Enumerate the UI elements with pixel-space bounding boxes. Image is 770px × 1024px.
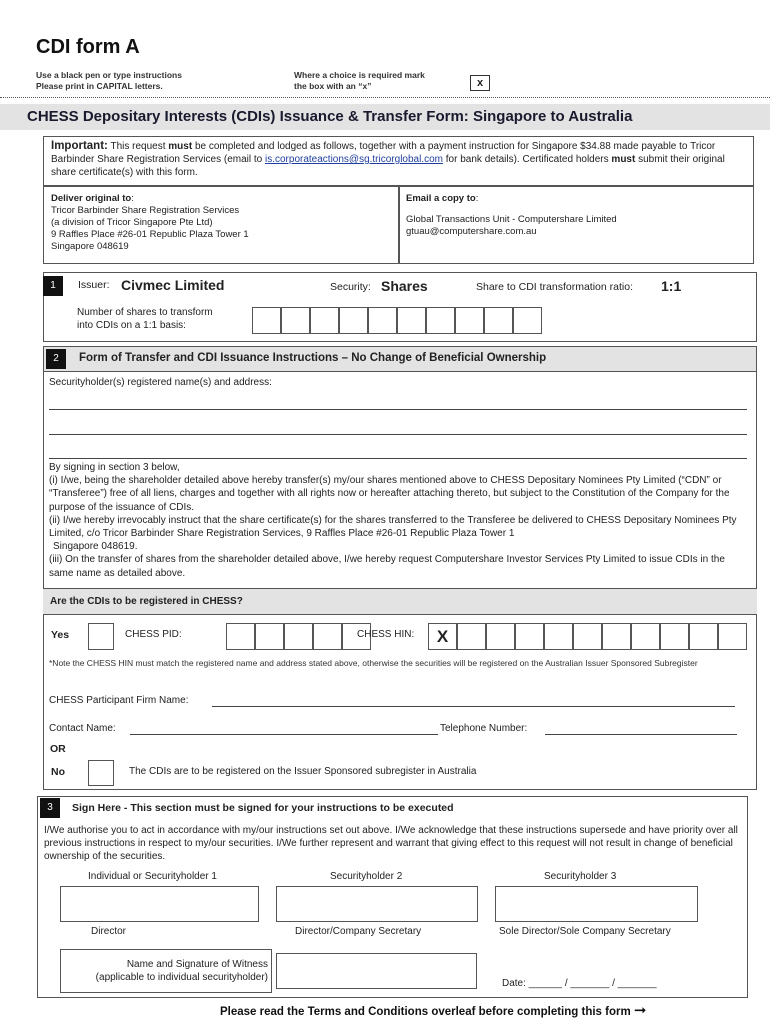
transfer-clauses [49, 461, 752, 580]
holder-line-1[interactable] [49, 409, 747, 410]
section-2-number: 2 [46, 349, 66, 369]
holder-line-3[interactable] [49, 458, 747, 459]
signer-1-role: Director [91, 926, 127, 937]
telephone-field[interactable] [545, 734, 737, 735]
arrow-right-icon: ➞ [633, 1002, 647, 1019]
email-copy-label: Email a copy to [406, 193, 476, 204]
signer-3-label: Securityholder 3 [544, 871, 617, 882]
no-checkbox[interactable] [88, 760, 114, 786]
section-3-title: Sign Here - This section must be signed for your instructions to be executed [72, 802, 454, 814]
shares-label-line-2: into CDIs on a 1:1 basis: [77, 320, 186, 331]
email-copy-details [406, 193, 617, 238]
participant-label: CHESS Participant Firm Name: [49, 695, 189, 706]
shares-digit[interactable] [484, 307, 513, 334]
deliver-colon: : [131, 193, 134, 204]
instruction-pen: Use a black pen or type instructions [36, 70, 182, 80]
pid-digit[interactable] [313, 623, 342, 650]
chess-pid-boxes[interactable] [226, 623, 371, 650]
shares-digit[interactable] [513, 307, 542, 334]
chess-question: Are the CDIs to be registered in CHESS? [50, 596, 243, 607]
email-copy-line-1: Global Transactions Unit - Computershare Limited [406, 214, 617, 225]
hin-digit[interactable] [602, 623, 631, 650]
instruction-mark: Where a choice is required mark [294, 70, 425, 80]
important-label: Important: [51, 140, 108, 152]
footer-text: Please read the Terms and Conditions overleaf before completing this form [220, 1006, 631, 1018]
important-text [51, 140, 749, 179]
no-description: The CDIs are to be registered on the Issuer Sponsored subregister in Australia [129, 766, 477, 777]
important-must-1: must [168, 141, 193, 152]
hin-digit[interactable] [718, 623, 747, 650]
deliver-line-1: Tricor Barbinder Share Registration Services [51, 205, 240, 216]
shares-digit-boxes[interactable] [252, 307, 542, 334]
important-must-2: must [611, 154, 636, 165]
form-title: CDI form A [36, 36, 140, 58]
shares-digit[interactable] [397, 307, 426, 334]
shares-label-line-1: Number of shares to transform [77, 307, 213, 318]
holder-line-2[interactable] [49, 434, 747, 435]
important-part-1: This request [107, 141, 169, 152]
security-value: Shares [381, 278, 428, 294]
important-part-4: submit their original share certificate(s) with this form. [51, 154, 725, 178]
signer-3-role: Sole Director/Sole Company Secretary [499, 926, 671, 937]
no-label: No [51, 766, 65, 778]
clause-ii-continued: Singapore 048619. [53, 541, 138, 553]
main-heading: CHESS Depositary Interests (CDIs) Issuance & Transfer Form: Singapore to Australia [0, 104, 770, 130]
shares-digit[interactable] [426, 307, 455, 334]
hin-digit[interactable] [486, 623, 515, 650]
deliver-line-2: (a division of Tricor Singapore Pte Ltd) [51, 217, 213, 228]
important-part-3: for bank details). Certificated holders [443, 154, 612, 165]
signature-box-2[interactable] [276, 886, 478, 922]
footer-note [220, 1001, 646, 1019]
signer-2-role: Director/Company Secretary [295, 926, 422, 937]
deliver-line-3: 9 Raffles Place #26-01 Republic Plaza Tower 1 [51, 229, 249, 240]
chess-hin-note: *Note the CHESS HIN must match the registered name and address stated above, otherwise the securities will be registered on the Australian Issuer Sponsored Subregister [49, 658, 698, 668]
hin-digit[interactable] [457, 623, 486, 650]
yes-checkbox[interactable] [88, 623, 114, 650]
signature-box-3[interactable] [495, 886, 698, 922]
ratio-label: Share to CDI transformation ratio: [476, 281, 633, 293]
issuer-value: Civmec Limited [121, 277, 225, 293]
pid-digit[interactable] [255, 623, 284, 650]
instruction-capitals: Please print in CAPITAL letters. [36, 81, 163, 91]
instructions-left [36, 70, 182, 92]
deliver-address [51, 193, 249, 253]
deliver-line-4: Singapore 048619 [51, 241, 129, 252]
participant-field[interactable] [212, 706, 735, 707]
shares-digit[interactable] [339, 307, 368, 334]
important-part-2: be completed and lodged as follows, together with a payment instruction for Singapore $34.88 made payable to Tricor Barbinder Share Registration Services (email to [51, 141, 716, 165]
witness-line-2: (applicable to individual securityholder) [95, 972, 268, 983]
signing-intro: By signing in section 3 below, [49, 462, 180, 473]
witness-signature-box[interactable] [276, 953, 477, 989]
clause-iii: (iii) On the transfer of shares from the shareholder detailed above, I/we hereby request Computershare Investor Services Pty Limited to issue CDIs in the same name as detailed above. [49, 554, 725, 579]
signer-1-label: Individual or Securityholder 1 [88, 871, 217, 882]
shares-digit[interactable] [368, 307, 397, 334]
shares-digit[interactable] [310, 307, 339, 334]
pid-digit[interactable] [226, 623, 255, 650]
section-3-number: 3 [40, 798, 60, 818]
holder-label: Securityholder(s) registered name(s) and address: [49, 377, 272, 388]
shares-digit[interactable] [281, 307, 310, 334]
mark-example-box: x [470, 75, 490, 91]
pid-digit[interactable] [284, 623, 313, 650]
email-copy-colon: : [475, 193, 479, 204]
signer-2-label: Securityholder 2 [330, 871, 403, 882]
witness-line-1: Name and Signature of Witness [126, 959, 268, 970]
issuer-label: Issuer: [78, 279, 110, 291]
hin-digit[interactable] [689, 623, 718, 650]
chess-hin-label: CHESS HIN: [357, 629, 415, 640]
email-copy-line-2: gtuau@computershare.com.au [406, 226, 537, 237]
clause-i: (i) I/we, being the shareholder detailed above hereby transfer(s) my/our shares mentioned above to CHESS Depositary Nominees Pty Limited (“CDN” or “Transferee”) free of all liens, charges and together with all rights now or hereafter attaching thereto, but subject to the Constitution of the Company for the purpose of the issuance of CDIs. [49, 475, 730, 513]
hin-digit[interactable] [544, 623, 573, 650]
hin-digit[interactable] [660, 623, 689, 650]
hin-digit-filled[interactable]: X [428, 623, 457, 650]
email-link[interactable]: is.corporateactions@sg.tricorglobal.com [264, 154, 443, 165]
telephone-label: Telephone Number: [440, 723, 528, 734]
shares-to-transform-label [77, 306, 213, 332]
date-field[interactable]: Date: ______ / _______ / _______ [502, 978, 657, 989]
ratio-value: 1:1 [661, 278, 682, 294]
signature-box-1[interactable] [60, 886, 259, 922]
contact-label: Contact Name: [49, 723, 116, 734]
header-divider [0, 97, 770, 98]
authorisation-text: I/We authorise you to act in accordance with my/our instructions set out above. I/We acknowledge that these instructions supersede and have priority over all previous instructions in respect to my/our securities. I/We further represent and warrant that giving effect to this request will not result in change of beneficial ownership of the securities. [44, 825, 738, 862]
or-label: OR [50, 743, 66, 755]
security-label: Security: [330, 281, 371, 293]
chess-hin-boxes[interactable] [428, 623, 747, 650]
contact-field[interactable] [130, 734, 438, 735]
deliver-label: Deliver original to [51, 193, 132, 204]
chess-pid-label: CHESS PID: [125, 629, 182, 640]
instruction-mark-2: the box with an “x” [294, 81, 372, 91]
witness-label [62, 958, 268, 984]
hin-digit[interactable] [573, 623, 602, 650]
hin-digit[interactable] [631, 623, 660, 650]
clause-ii: (ii) I/we hereby irrevocably instruct that the share certificate(s) for the shares transferred to the Transferee be delivered to CHESS Depositary Nominees Pty Limited, c/o Tricor Barbinder Share Registration Services, 9 Raffles Place #26-01 Republic Plaza Tower 1 [49, 514, 737, 540]
instructions-right [294, 70, 425, 92]
shares-digit[interactable] [252, 307, 281, 334]
section-2-title: Form of Transfer and CDI Issuance Instructions – No Change of Beneficial Ownership [79, 352, 547, 364]
shares-digit[interactable] [455, 307, 484, 334]
hin-digit[interactable] [515, 623, 544, 650]
section-1-number: 1 [43, 276, 63, 296]
yes-label: Yes [51, 629, 70, 641]
